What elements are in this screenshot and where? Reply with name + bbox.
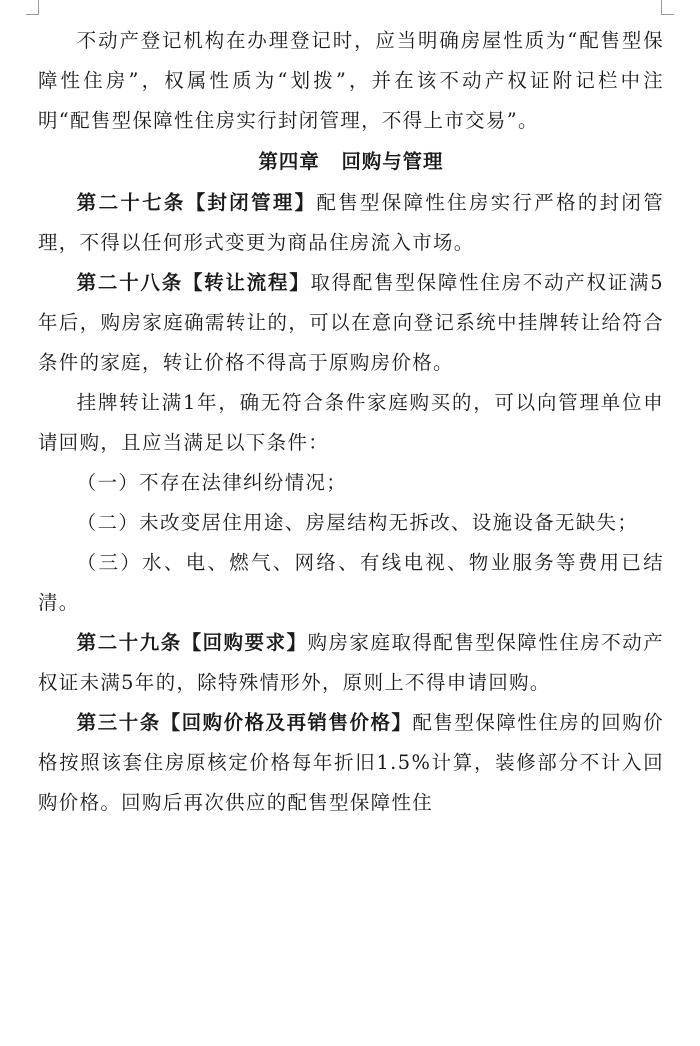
article-27 [38,183,664,263]
article-28 [38,263,664,383]
article-27-title: 【封闭管理】 [185,191,317,214]
paragraph-listing-transfer: 挂牌转让满1年，确无符合条件家庭购买的，可以向管理单位申请回购，且应当满足以下条件： [38,391,664,454]
condition-2: （二）未改变居住用途、房屋结构无拆改、设施设备无缺失； [76,511,639,534]
paragraph-registration: 不动产登记机构在办理登记时，应当明确房屋性质为“配售型保障性住房”，权属性质为“划拨”，并在该不动产权证附记栏中注明“配售型保障性住房实行封闭管理，不得上市交易”。 [38,29,664,132]
article-28-text: 取得配售型保障性住房不动产权证满5年后，购房家庭确需转让的，可以在意向登记系统中挂牌转让给符合条件的家庭，转让价格不得高于原购房价格。 [38,271,664,374]
chapter-heading [38,141,664,183]
article-27-number: 第二十七条 [76,191,186,214]
article-29-number: 第二十九条 [76,631,182,654]
condition-3: （三）水、电、燃气、网络、有线电视、物业服务等费用已结清。 [38,551,664,614]
article-29-title: 【回购要求】 [181,631,308,654]
article-27-text: 配售型保障性住房实行严格的封闭管理，不得以任何形式变更为商品住房流入市场。 [38,191,665,254]
article-28-number: 第二十八条 [76,271,183,294]
article-30-text: 配售型保障性住房的回购价格按照该套住房原核定价格每年折旧1.5%计算，装修部分不计入回购价格。回购后再次供应的配售型保障性住 [38,711,664,814]
page-corner-mark-right [661,0,674,15]
condition-1: （一）不存在法律纠纷情况； [76,471,348,494]
article-30-number: 第三十条 [76,711,161,734]
chapter-title: 回购与管理 [341,150,444,173]
document-page [38,21,664,823]
article-30-title: 【回购价格及再销售价格】 [160,711,413,734]
page-corner-mark-left [26,0,39,15]
article-30 [38,703,664,823]
article-29-text: 购房家庭取得配售型保障性住房不动产权证未满5年的，除特殊情形外，原则上不得申请回购。 [38,631,664,694]
article-29 [38,623,664,703]
article-28-title: 【转让流程】 [183,271,311,294]
chapter-number: 第四章 [258,150,320,173]
